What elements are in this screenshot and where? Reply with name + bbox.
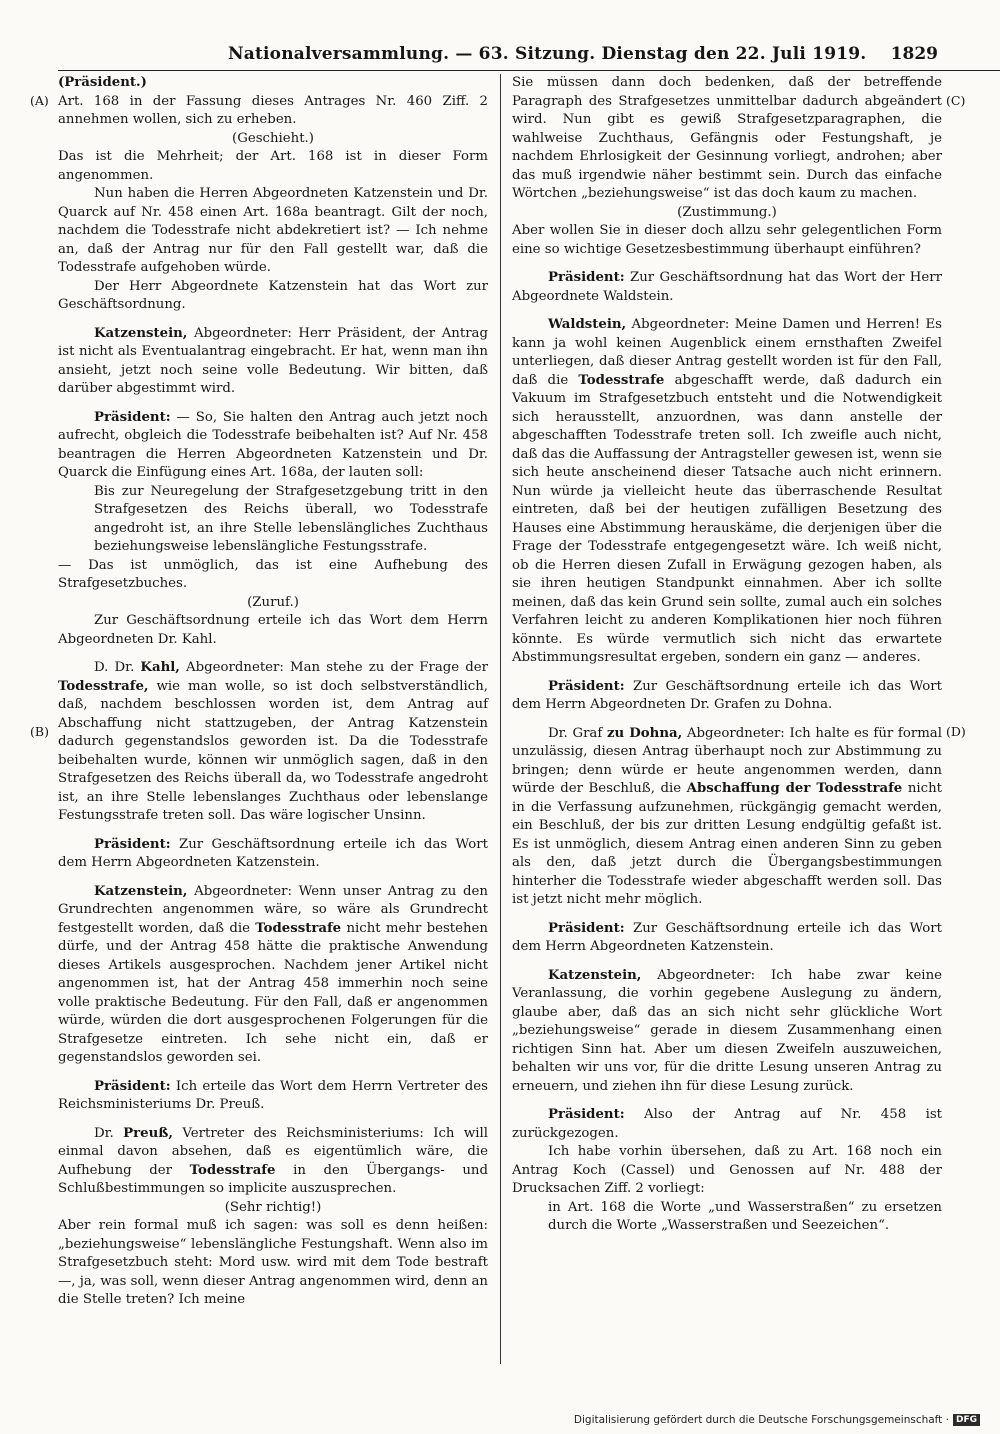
speech: D. Dr. Kahl, Abgeordneter: Man stehe zu der Frage der Todesstrafe, wie man wolle, so ist doch selbstverständlich, daß, nachdem beschlossen worden ist, dem Antrag auf Abschaffung nicht stattzugeben, der Antrag Katzenstein dadurch gegenstandslos geworden ist. Da die Todesstrafe beibehalten wurde, können wir unmöglich sagen, daß in den Strafgesetzen des Reichs überall da, wo Todesstrafe angedroht ist, an ihre Stelle lebenslanges Zuchthaus oder lebenslange Festungsstrafe treten soll. Das wäre logischer Unsinn. xyxy=(58,660,488,823)
paragraph: Sie müssen dann doch bedenken, daß der betreffende Paragraph des Strafgesetzes unmittelbar dadurch abgeändert wird. Nun gibt es gewiß Strafgesetzparagraphen, die wahlweise Zuchthaus, Gefängnis oder Festungshaft, je nachdem Ehrlosigkeit der Gesinnung vorliegt, androhen; aber das muß irgendwie näher bestimmt sein. Durch das einfache Wörtchen „beziehungsweise“ ist das doch kaum zu machen. xyxy=(512,75,942,201)
speaker-continuation: (Präsident.) xyxy=(58,75,147,90)
speech: Waldstein, Abgeordneter: Meine Damen und Herren! Es kann ja wohl keinen Augenblick einem ernsthaften Zweifel unterliegen, daß dieser Antrag gestellt worden ist für den Fall, daß die Todesstrafe abgeschafft werde, daß dadurch ein Vakuum im Strafgesetzbuch entsteht und die Notwendigkeit sich herausstellt, anzuordnen, was dann anstelle der abgeschafften Todesstrafe treten soll. Ich zweifle auch nicht, daß das die Auffassung der Antragsteller gewesen ist, wenn sie sich heute anscheinend dieser Tatsache auch nicht erinnern. Nun würde ja vielleicht heute das überraschende Resultat eintreten, daß bei der heutigen zufälligen Besetzung des Hauses eine Abstimmung herauskäme, die derjenigen über die Frage der Todesstrafe entgegengesetzt wäre. Ich weiß nicht, ob die Herren diesen Zufall in Erwägung gezogen haben, als sie ihren heutigen Standpunkt einnahmen. Aber ich sollte meinen, daß das kein Grund sein sollte, zumal auch ein solches Verfahren leicht zu anderen Komplikationen hier noch führen könnte. Es würde vermutlich sich nicht das erwartete Abstimmungsresultat ergeben, sondern ein ganz — anderes. xyxy=(512,317,942,665)
speech: Präsident: Zur Geschäftsordnung erteile ich das Wort dem Herrn Abgeordneten Dr. Grafen zu Dohna. xyxy=(512,678,942,712)
paragraph: Das ist die Mehrheit; der Art. 168 ist in dieser Form angenommen. xyxy=(58,149,488,183)
dfg-logo: DFG xyxy=(953,1414,980,1426)
speaker-name: Präsident: xyxy=(94,836,171,852)
speaker-name: Katzenstein, xyxy=(548,967,642,983)
paragraph: Aber rein formal muß ich sagen: was soll es denn heißen: „beziehungsweise“ lebenslängliche Festungshaft. Wenn also im Strafgesetzbuch steht: Mord usw. wird mit dem Tode bestraft —, ja, was soll, wenn dieser Antrag angenommen wird, denn an die Stelle treten? Ich meine xyxy=(58,1218,488,1307)
running-header xyxy=(228,44,940,70)
stage-direction: (Zustimmung.) xyxy=(677,204,777,220)
speech: Präsident: Ich erteile das Wort dem Herrn Vertreter des Reichsministeriums Dr. Preuß. xyxy=(58,1078,488,1112)
paragraph: Aber wollen Sie in dieser doch allzu sehr gelegentlichen Form eine so wichtige Gesetzesbestimmung überhaupt einführen? xyxy=(512,223,942,257)
header-rule xyxy=(58,70,1000,71)
credit-text: Digitalisierung gefördert durch die Deutsche Forschungsgemeinschaft · xyxy=(573,1414,949,1426)
speech: Präsident: Also der Antrag auf Nr. 458 ist zurückgezogen. xyxy=(512,1107,942,1141)
speaker-name: Katzenstein, xyxy=(94,325,188,341)
speaker-name: Präsident: xyxy=(548,920,625,936)
speaker-name: Kahl, xyxy=(140,660,180,675)
speaker-name: Präsident: xyxy=(548,270,625,285)
speech: Katzenstein, Abgeordneter: Ich habe zwar keine Veranlassung, die vorhin gegebene Auslegung zu ändern, glaube aber, daß das an sich nicht sehr glückliche Wort „beziehungsweise“ gerade in diesem Zusammenhang einen richtigen Sinn hat. Aber um diesen Zweifeln auszuweichen, behalten wir uns vor, für die dritte Lesung unseren Antrag zu erneuern, und ziehen ihn für diese Lesung zurück. xyxy=(512,967,942,1094)
margin-mark-d: (D) xyxy=(946,724,966,739)
speaker-name: zu Dohna, xyxy=(606,725,683,741)
emphasis: Todesstrafe xyxy=(255,920,342,936)
paragraph: Nun haben die Herren Abgeordneten Katzenstein und Dr. Quarck auf Nr. 458 einen Art. 168a beantragt. Gilt der noch, nachdem die Todesstrafe nicht abdekretiert ist? — Ich nehme an, daß der Antrag nur für den Fall gestellt war, daß die Todesstrafe aufgehoben würde. xyxy=(58,186,488,275)
speaker-name: Präsident: xyxy=(94,409,171,425)
emphasis: Todesstrafe xyxy=(189,1162,276,1178)
speech: Katzenstein, Abgeordneter: Herr Präsident, der Antrag ist nicht als Eventualantrag eingebracht. Er hat, wenn man ihn ansieht, jetzt noch seine volle Bedeutung. Wir bitten, daß darüber abgestimmt wird. xyxy=(58,325,488,396)
speech: Dr. Preuß, Vertreter des Reichsministeriums: Ich will einmal davon absehen, daß es eigentümlich wäre, die Aufhebung der Todesstrafe in den Übergangs- und Schlußbestimmungen so implicite auszusprechen. xyxy=(58,1125,488,1196)
stage-direction: (Sehr richtig!) xyxy=(224,1199,322,1215)
left-column xyxy=(58,74,488,1310)
margin-mark-a: (A) xyxy=(30,93,49,108)
quoted-motion: Bis zur Neuregelung der Strafgesetzgebung tritt in den Strafgesetzen des Reichs überall, wo Todesstrafe angedroht ist, an ihre Stelle lebenslängliches Zuchthaus beziehungsweise lebenslängliche Festungsstrafe. xyxy=(94,483,488,554)
speaker-name: Waldstein, xyxy=(548,317,627,332)
paragraph: Ich habe vorhin übersehen, daß zu Art. 168 noch ein Antrag Koch (Cassel) und Genossen auf Nr. 488 der Drucksachen Ziff. 2 vorliegt: xyxy=(512,1144,942,1196)
emphasis: Abschaffung der Todesstrafe xyxy=(686,781,903,796)
quoted-motion: in Art. 168 die Worte „und Wasserstraßen“ zu ersetzen durch die Worte „Wasserstraßen und Seezeichen“. xyxy=(548,1199,942,1233)
speech: Präsident: Zur Geschäftsordnung erteile ich das Wort dem Herrn Abgeordneten Katzenstein. xyxy=(512,920,942,954)
page-number: 1829 xyxy=(890,44,938,64)
paragraph: — Das ist unmöglich, das ist eine Aufhebung des Strafgesetzbuches. xyxy=(58,557,488,591)
emphasis: Todesstrafe xyxy=(578,372,665,388)
speech: Präsident: Zur Geschäftsordnung erteile ich das Wort dem Herrn Abgeordneten Katzenstein. xyxy=(58,836,488,870)
paragraph: Art. 168 in der Fassung dieses Antrages Nr. 460 Ziff. 2 annehmen wollen, sich zu erheben. xyxy=(58,93,488,127)
paragraph: Der Herr Abgeordnete Katzenstein hat das Wort zur Geschäftsordnung. xyxy=(58,278,488,312)
paragraph: Zur Geschäftsordnung erteile ich das Wort dem Herrn Abgeordneten Dr. Kahl. xyxy=(58,613,488,647)
stage-direction: (Zuruf.) xyxy=(247,594,299,610)
stage-direction: (Geschieht.) xyxy=(232,130,314,146)
speech: Dr. Graf zu Dohna, Abgeordneter: Ich halte es für formal unzulässig, diesen Antrag überhaupt noch zur Abstimmung zu bringen; denn würde er heute angenommen werden, dann würde der Beschluß, die Abschaffung der Todesstrafe nicht in die Verfassung aufzunehmen, rückgängig gemacht werden, ein Beschluß, der bis zur dritten Lesung endgültig gefaßt ist. Es ist unmöglich, diesem Antrag einen anderen Sinn zu geben als den, daß jetzt durch die Übergangsbestimmungen hinterher die Todesstrafe wieder abgeschafft werden soll. Das ist jetzt nicht mehr möglich. xyxy=(512,725,942,907)
speech: Präsident: — So, Sie halten den Antrag auch jetzt noch aufrecht, obgleich die Todesstrafe beibehalten ist? Auf Nr. 458 beantragen die Herren Abgeordneten Katzenstein und Dr. Quarck die Einfügung eines Art. 168a, der lauten soll: xyxy=(58,409,488,480)
digitization-credit xyxy=(574,1414,980,1426)
emphasis: Todesstrafe, xyxy=(58,678,149,694)
speech: Präsident: Zur Geschäftsordnung hat das Wort der Herr Abgeordnete Waldstein. xyxy=(512,270,942,304)
speaker-name: Präsident: xyxy=(94,1078,171,1094)
speaker-name: Katzenstein, xyxy=(94,883,188,899)
margin-mark-b: (B) xyxy=(30,724,49,739)
header-title: Nationalversammlung. — 63. Sitzung. Dienstag den 22. Juli 1919. xyxy=(228,44,867,64)
margin-mark-c: (C) xyxy=(946,93,966,108)
speaker-name: Preuß, xyxy=(123,1125,174,1141)
speech: Katzenstein, Abgeordneter: Wenn unser Antrag zu den Grundrechten angenommen wäre, so wäre als Grundrecht festgestellt worden, daß die Todesstrafe nicht mehr bestehen dürfe, und der Antrag 458 hätte die praktische Anwendung dieses Artikels ausgesprochen. Nachdem jener Artikel nicht angenommen ist, hat der Antrag 458 immerhin noch seine volle praktische Bedeutung. Für den Fall, daß er angenommen würde, würden die dort ausgesprochenen Folgerungen für die Strafgesetze eintreten. Ich sehe nicht ein, daß er gegenstandslos geworden sei. xyxy=(58,883,488,1065)
speaker-name: Präsident: xyxy=(548,1107,625,1122)
right-column xyxy=(512,74,942,1236)
speaker-name: Präsident: xyxy=(548,678,625,694)
column-divider xyxy=(500,74,501,1364)
